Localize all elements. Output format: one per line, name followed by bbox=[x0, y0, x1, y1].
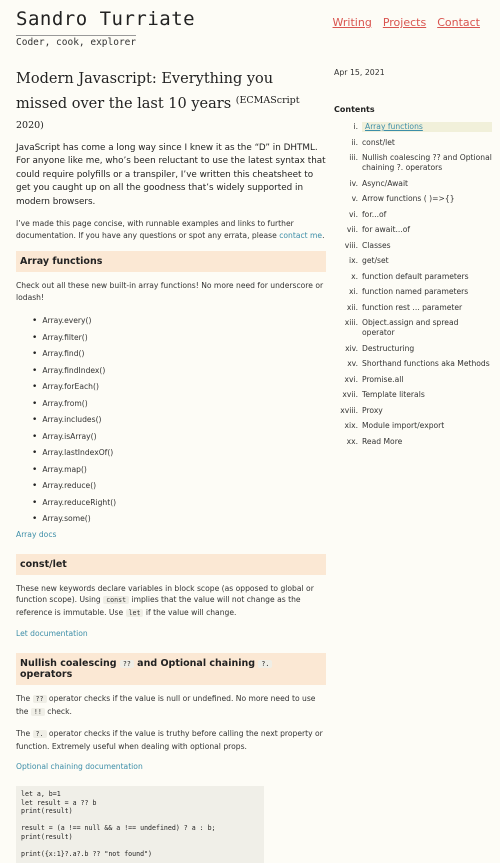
site-header bbox=[16, 8, 486, 48]
toc-item-number: vii. bbox=[346, 225, 358, 234]
toc-item-number: xiii. bbox=[344, 318, 358, 327]
toc-item[interactable] bbox=[332, 390, 492, 400]
toc-item-link[interactable]: Object.assign and spread operator bbox=[362, 318, 459, 337]
toc-item[interactable] bbox=[332, 406, 492, 416]
toc-item-link[interactable]: Nullish coalescing ?? and Optional chaining ?. operators bbox=[362, 153, 492, 172]
code-let: let bbox=[126, 609, 144, 617]
toc-item-link[interactable]: Classes bbox=[362, 240, 391, 250]
toc-item-link[interactable]: const/let bbox=[362, 137, 395, 147]
toc-heading: Contents bbox=[334, 105, 375, 114]
toc-item-link[interactable]: Proxy bbox=[362, 405, 383, 415]
toc-item-link[interactable]: for await...of bbox=[362, 225, 411, 234]
array-function-item: • Array.filter() bbox=[32, 330, 326, 347]
let-docs-link[interactable]: Let documentation bbox=[16, 629, 88, 639]
toc-item[interactable] bbox=[332, 256, 492, 266]
toc-item[interactable] bbox=[332, 359, 492, 369]
section-heading-nullish: Nullish coalescing ?? and Optional chaining ?. operators bbox=[16, 653, 326, 685]
toc-item-link[interactable]: function rest ... parameter bbox=[362, 302, 463, 312]
array-function-item: • Array.includes() bbox=[32, 412, 326, 429]
array-docs-link[interactable]: Array docs bbox=[16, 529, 57, 539]
toc-item-number: xx. bbox=[346, 436, 358, 446]
toc-item[interactable] bbox=[332, 241, 492, 251]
toc-item-link[interactable]: Module import/export bbox=[362, 421, 445, 430]
array-function-item: • Array.every() bbox=[32, 313, 326, 330]
toc-item-number: xvii. bbox=[342, 390, 358, 399]
array-function-item: • Array.isArray() bbox=[32, 429, 326, 446]
nullish-p1: The ?? operator checks if the value is null or undefined. No more need to use the !! check. bbox=[16, 694, 316, 716]
array-function-item: • Array.from() bbox=[32, 396, 326, 413]
toc-item-link[interactable]: get/set bbox=[362, 256, 389, 265]
toc-item-link[interactable]: Promise.all bbox=[362, 374, 404, 384]
toc-item[interactable] bbox=[332, 287, 492, 297]
constlet-text: These new keywords declare variables in block scope (as opposed to global or function scope). Using const implies that the value will not change as the reference is immutable. Use let if the value will change. bbox=[16, 583, 314, 617]
code-const: const bbox=[103, 596, 129, 604]
array-function-item: • Array.reduce() bbox=[32, 478, 326, 495]
article-intro: JavaScript has come a long way since I knew it as the “D” in DHTML. For anyone like me, who’s been reluctant to use the latest syntax that could require polyfills or a transpiler, I’ve written this cheatsheet to get you caught up on all the goodness that’s widely supported in modern browsers. bbox=[16, 143, 326, 207]
toc-item-number: xv. bbox=[347, 359, 358, 368]
toc-item[interactable] bbox=[332, 437, 492, 447]
array-function-item: • Array.forEach() bbox=[32, 379, 326, 396]
toc-item-link[interactable]: Array functions bbox=[362, 122, 492, 132]
toc-item[interactable] bbox=[332, 318, 492, 338]
toc-item-number: iii. bbox=[349, 153, 358, 162]
section-heading-array: Array functions bbox=[16, 251, 326, 272]
toc-item-number: xix. bbox=[344, 421, 358, 430]
toc-item-link[interactable]: Shorthand functions aka Methods bbox=[362, 359, 490, 368]
contact-me-link[interactable]: contact me bbox=[279, 230, 323, 240]
table-of-contents bbox=[332, 122, 492, 447]
toc-item[interactable] bbox=[332, 375, 492, 385]
article-title-sup: (ECMAScript 2020) bbox=[16, 95, 300, 131]
toc-item[interactable] bbox=[332, 179, 492, 189]
array-function-item: • Array.findIndex() bbox=[32, 363, 326, 380]
toc-item-link[interactable]: Async/Await bbox=[362, 178, 409, 188]
toc-item-number: xii. bbox=[346, 302, 358, 312]
toc-item-number: ix. bbox=[348, 256, 358, 265]
article bbox=[16, 68, 326, 863]
toc-item-number: xviii. bbox=[340, 405, 358, 415]
toc-item[interactable] bbox=[332, 421, 492, 431]
array-function-list bbox=[16, 313, 326, 528]
toc-item[interactable] bbox=[332, 303, 492, 313]
toc-item-number: ii. bbox=[351, 137, 358, 147]
toc-item[interactable] bbox=[332, 153, 492, 173]
toc-item[interactable] bbox=[332, 344, 492, 354]
site-title[interactable]: Sandro Turriate bbox=[16, 8, 196, 30]
toc-item-link[interactable]: for...of bbox=[362, 209, 387, 219]
toc-item[interactable] bbox=[332, 122, 492, 132]
toc-item[interactable] bbox=[332, 138, 492, 148]
toc-item-number: viii. bbox=[344, 240, 358, 250]
toc-item-number: xi. bbox=[348, 287, 358, 296]
nullish-p2: The ?. operator checks if the value is truthy before calling the next property or function. Extremely useful when dealing with optional props. bbox=[16, 729, 323, 751]
toc-item-number: xiv. bbox=[345, 343, 358, 353]
toc-item-link[interactable]: function named parameters bbox=[362, 287, 469, 296]
array-function-item: • Array.reduceRight() bbox=[32, 495, 326, 512]
nav-writing[interactable]: Writing bbox=[332, 16, 372, 29]
toc-item[interactable] bbox=[332, 194, 492, 204]
toc-item[interactable] bbox=[332, 272, 492, 282]
array-function-item: • Array.map() bbox=[32, 462, 326, 479]
sidebar bbox=[332, 68, 492, 452]
toc-item-link[interactable]: Arrow functions ( )=>{} bbox=[362, 194, 455, 203]
toc-item-number: i. bbox=[353, 122, 358, 131]
toc-item-number: v. bbox=[351, 194, 358, 203]
main-nav bbox=[333, 16, 480, 29]
optional-chaining-docs-link[interactable]: Optional chaining documentation bbox=[16, 762, 143, 772]
toc-item-link[interactable]: Read More bbox=[362, 436, 403, 446]
code-example[interactable]: let a, b=1 let result = a ?? b print(result) result = (a !== null && a !== undefined) ? a : b; print(result) print({x:1}?.a?.b ?? "not found") bbox=[16, 786, 264, 863]
publish-date: Apr 15, 2021 bbox=[334, 68, 385, 77]
toc-item-link[interactable]: Destructuring bbox=[362, 343, 415, 353]
toc-item[interactable] bbox=[332, 210, 492, 220]
toc-item-number: vi. bbox=[348, 209, 358, 219]
nav-contact[interactable]: Contact bbox=[437, 16, 480, 29]
toc-item-number: iv. bbox=[349, 178, 358, 188]
toc-item-number: x. bbox=[351, 271, 358, 281]
toc-item-link[interactable]: Template literals bbox=[362, 390, 425, 399]
toc-item[interactable] bbox=[332, 225, 492, 235]
toc-item-link[interactable]: function default parameters bbox=[362, 271, 469, 281]
site-tagline: Coder, cook, explorer bbox=[16, 37, 137, 48]
nav-projects[interactable]: Projects bbox=[382, 16, 427, 29]
article-title: Modern Javascript: Everything you missed over the last 10 years $^{(ECMAScript 2020)}$ bbox=[16, 71, 300, 131]
array-intro: Check out all these new built-in array functions! No more need for underscore or lodash! bbox=[16, 281, 324, 302]
array-function-item: • Array.some() bbox=[32, 511, 326, 528]
article-note: I’ve made this page concise, with runnable examples and links to further documentation. If you have any questions or spot any errata, please contact me. bbox=[16, 219, 325, 240]
array-function-item: • Array.lastIndexOf() bbox=[32, 445, 326, 462]
section-heading-constlet: const/let bbox=[16, 554, 326, 575]
array-function-item: • Array.find() bbox=[32, 346, 326, 363]
toc-item-number: xvi. bbox=[344, 374, 358, 384]
